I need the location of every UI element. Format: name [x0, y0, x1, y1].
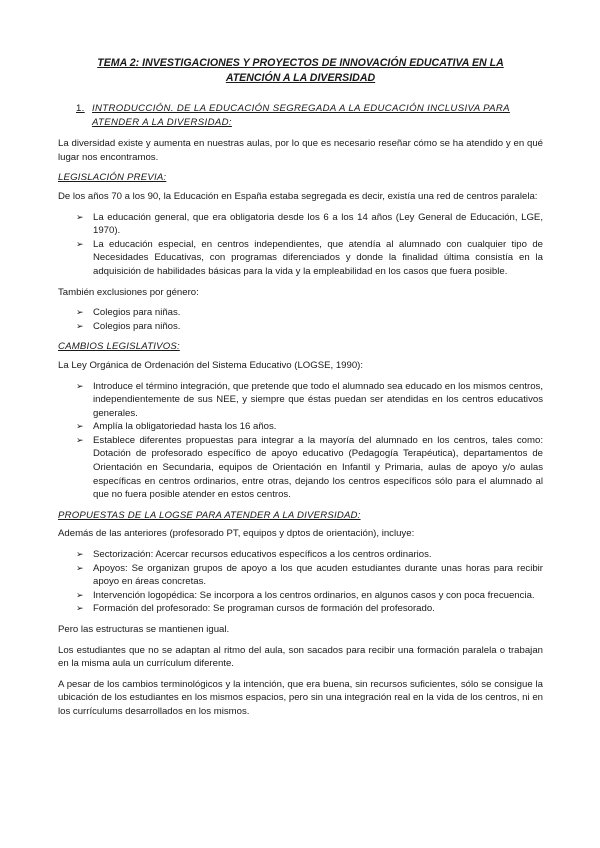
arrow-bullet-icon: ➢ [76, 421, 84, 432]
list-item-text: Formación del profesorado: Se programan cursos de formación del profesorado. [93, 603, 435, 615]
arrow-bullet-icon: ➢ [76, 380, 84, 391]
section-heading-text: INTRODUCCIÓN. DE LA EDUCACIÓN SEGREGADA A LA EDUCACIÓN INCLUSIVA PARA ATENDER A LA DIVERSIDAD: [92, 103, 510, 128]
list-legislacion [58, 211, 543, 279]
list-item-text: La educación general, que era obligatoria desde los 6 a los 14 años (Ley General de Educación, LGE, 1970). [93, 211, 543, 237]
list-cambios [58, 380, 543, 502]
paragraph-exclusiones: También exclusiones por género: [58, 286, 199, 298]
list-item-text: Intervención logopédica: Se incorpora a los centros ordinarios, en algunos casos y con poca frecuencia. [93, 589, 535, 601]
paragraph-legislacion: De los años 70 a los 90, la Educación en España estaba segregada es decir, existía una red de centros paralela: [58, 190, 538, 202]
list-exclusiones [58, 306, 543, 333]
paragraph-logse: La Ley Orgánica de Ordenación del Sistema Educativo (LOGSE, 1990): [58, 359, 364, 371]
arrow-bullet-icon: ➢ [76, 589, 84, 600]
list-item [76, 420, 543, 434]
paragraph-estudiantes: Los estudiantes que no se adaptan al ritmo del aula, son sacados para recibir una formación paralela o trabajan en la misma aula un currículum diferente. [58, 644, 543, 670]
subheading-propuestas: PROPUESTAS DE LA LOGSE PARA ATENDER A LA DIVERSIDAD: [58, 509, 361, 521]
intro-paragraph: La diversidad existe y aumenta en nuestras aulas, por lo que es necesario reseñar cómo se ha atendido y en qué lugar nos encontramos. [58, 138, 543, 163]
paragraph-conclusion: A pesar de los cambios terminológicos y la intención, que era buena, sin recursos suficientes, sólo se consigue la ubicación de los estudiantes en los mismos espacios, pero sin una integración real en la vida de los centros, ni en los currículums desarrollados en los mismos. [58, 678, 543, 717]
section-heading [58, 102, 543, 129]
list-item-text: Colegios para niños. [93, 320, 181, 332]
list-item-text: Apoyos: Se organizan grupos de apoyo a los que acuden estudiantes durante unas horas para recibir apoyo en áreas concretas. [93, 562, 543, 588]
arrow-bullet-icon: ➢ [76, 211, 84, 222]
paragraph-propuestas: Además de las anteriores (profesorado PT, equipos y dptos de orientación), incluye: [58, 528, 415, 540]
list-item [76, 562, 543, 589]
subheading-cambios: CAMBIOS LEGISLATIVOS: [58, 341, 180, 353]
arrow-bullet-icon: ➢ [76, 320, 84, 331]
arrow-bullet-icon: ➢ [76, 549, 84, 560]
subheading-legislacion-previa: LEGISLACIÓN PREVIA: [58, 172, 167, 184]
list-item [76, 211, 543, 238]
list-item [76, 548, 543, 562]
arrow-bullet-icon: ➢ [76, 603, 84, 614]
list-item [76, 320, 543, 334]
arrow-bullet-icon: ➢ [76, 434, 84, 445]
list-propuestas [58, 548, 543, 616]
section-number: 1. [76, 103, 85, 114]
arrow-bullet-icon: ➢ [76, 238, 84, 249]
document-title: TEMA 2: INVESTIGACIONES Y PROYECTOS DE INNOVACIÓN EDUCATIVA EN LA ATENCIÓN A LA DIVERSIDAD [97, 57, 504, 84]
arrow-bullet-icon: ➢ [76, 307, 84, 318]
list-item [76, 306, 543, 320]
list-item-text: Establece diferentes propuestas para integrar a la mayoría del alumnado en los centros, tales como: Dotación de profesorado específico de apoyo educativo (Pedagogía Terapéutica), departamentos de Orientación en Secundaria, equipos de Orientación en Infantil y Primaria, aulas de apoyo y/o aulas específicas en centros ordinarios, entre otras, dejando los centros específicos sólo para el alumnado al que no fuera posible atender en estos centros. [93, 434, 543, 501]
arrow-bullet-icon: ➢ [76, 562, 84, 573]
list-item [76, 602, 543, 616]
list-item-text: La educación especial, en centros independientes, que atendía al alumnado con cualquier tipo de Necesidades Educativas, con programas diferenciados y donde la finalidad última consistía en la adquisición de habilidades básicas para la vida y la empleabilidad en los casos que fuera posible. [93, 238, 543, 277]
list-item [76, 380, 543, 421]
list-item [76, 589, 543, 603]
paragraph-estructuras: Pero las estructuras se mantienen igual. [58, 624, 230, 635]
list-item-text: Sectorización: Acercar recursos educativos específicos a los centros ordinarios. [93, 549, 432, 561]
list-item [76, 238, 543, 279]
list-item-text: Amplía la obligatoriedad hasta los 16 años. [93, 421, 277, 433]
list-item [76, 434, 543, 502]
list-item-text: Introduce el término integración, que pretende que todo el alumnado sea educado en los mismos centros, independientemente de sus NEE, y siempre que éstas puedan ser atendidas en los centros educativos generales. [93, 380, 543, 419]
list-item-text: Colegios para niñas. [93, 307, 181, 319]
